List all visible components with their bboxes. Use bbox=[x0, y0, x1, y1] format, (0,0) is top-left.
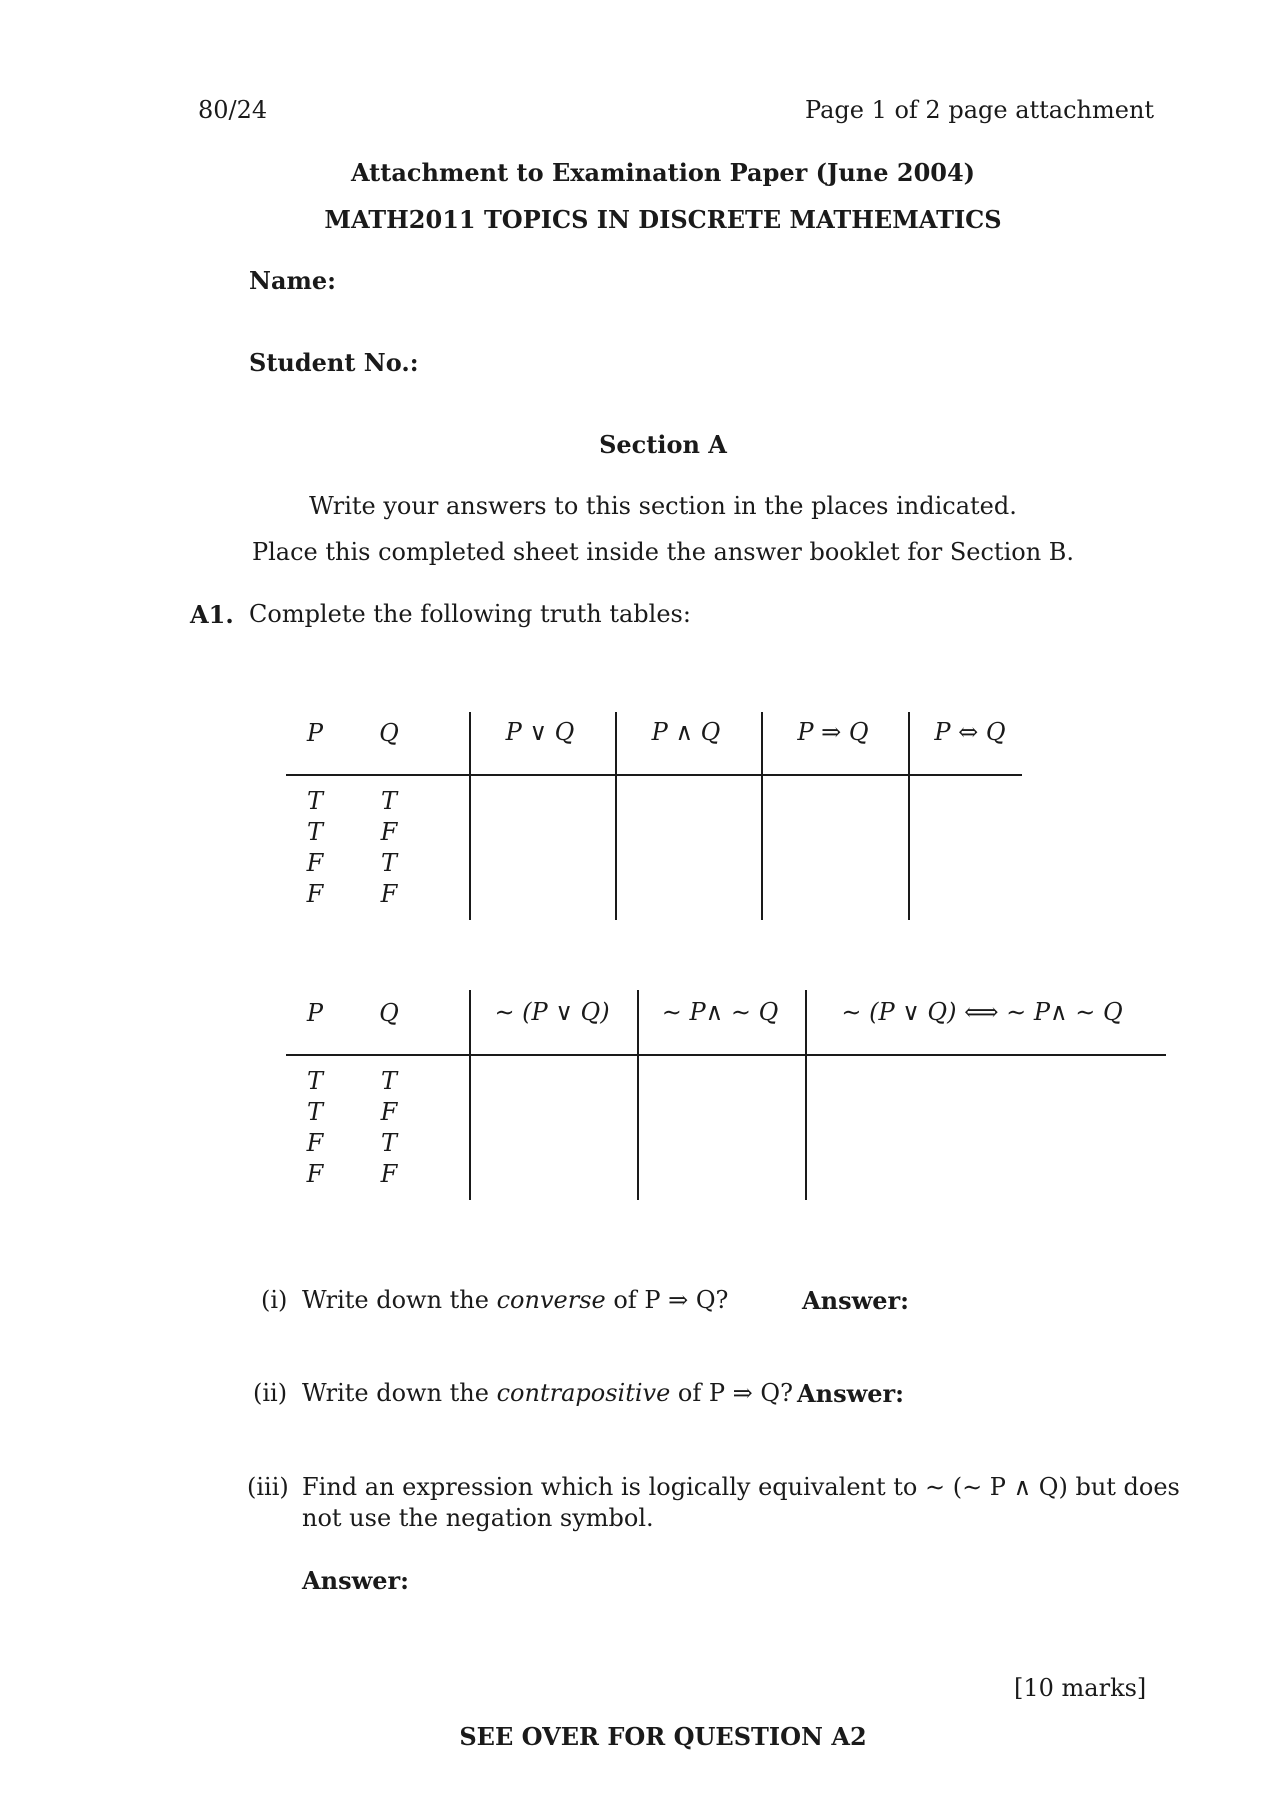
subquestion-ii-pre: Write down the bbox=[302, 1379, 489, 1407]
section-instruction-2: Place this completed sheet inside the answer booklet for Section B. bbox=[251, 538, 1075, 566]
table-row-q: T bbox=[380, 849, 397, 877]
table-row-p: T bbox=[306, 818, 323, 846]
table2-header-equivalence: ∼ (P ∨ Q) ⟺ ∼ P∧ ∼ Q bbox=[841, 998, 1123, 1026]
answer-label-i: Answer: bbox=[802, 1286, 910, 1315]
table1-header-p: P bbox=[306, 719, 324, 747]
subquestion-ii bbox=[302, 1379, 793, 1407]
table-row-q: F bbox=[380, 880, 398, 908]
answer-label-ii: Answer: bbox=[797, 1379, 905, 1408]
subquestion-i-term: converse bbox=[496, 1286, 606, 1314]
answer-label-iii: Answer: bbox=[302, 1566, 410, 1595]
marks-label: [10 marks] bbox=[1014, 1674, 1147, 1702]
subquestion-ii-number: (ii) bbox=[253, 1379, 288, 1407]
table-row-q: T bbox=[380, 1129, 397, 1157]
subquestion-iii-line-2: not use the negation symbol. bbox=[302, 1504, 654, 1532]
table1-header-and: P ∧ Q bbox=[651, 718, 721, 746]
table1-header-iff: P ⇔ Q bbox=[934, 718, 1006, 746]
table-row-p: T bbox=[306, 1098, 323, 1126]
subquestion-i-number: (i) bbox=[261, 1286, 288, 1314]
table2-divider-1 bbox=[469, 990, 471, 1200]
table2-header-not-and-not: ∼ P∧ ∼ Q bbox=[661, 998, 779, 1026]
table2-header-rule bbox=[286, 1054, 1166, 1056]
table-row-p: F bbox=[306, 849, 324, 877]
section-instruction-1: Write your answers to this section in the places indicated. bbox=[309, 492, 1017, 520]
subquestion-iii-number: (iii) bbox=[247, 1473, 289, 1501]
table-row-p: T bbox=[306, 1067, 323, 1095]
subquestion-ii-term: contrapositive bbox=[496, 1379, 671, 1407]
table2-header-q: Q bbox=[379, 999, 399, 1027]
page-indicator: Page 1 of 2 page attachment bbox=[805, 96, 1155, 124]
table2-divider-2 bbox=[637, 990, 639, 1200]
table1-header-or: P ∨ Q bbox=[505, 718, 575, 746]
see-over-note: SEE OVER FOR QUESTION A2 bbox=[459, 1722, 867, 1751]
table-row-q: F bbox=[380, 1098, 398, 1126]
table-row-p: F bbox=[306, 880, 324, 908]
table1-header-implies: P ⇒ Q bbox=[797, 718, 869, 746]
course-title: MATH2011 TOPICS IN DISCRETE MATHEMATICS bbox=[324, 205, 1002, 234]
table2-header-p: P bbox=[306, 999, 324, 1027]
table2-divider-3 bbox=[805, 990, 807, 1200]
subquestion-ii-post: of P ⇒ Q? bbox=[677, 1379, 793, 1407]
subquestion-i bbox=[302, 1286, 728, 1314]
subquestion-i-post: of P ⇒ Q? bbox=[613, 1286, 729, 1314]
table1-header-q: Q bbox=[379, 719, 399, 747]
table1-header-rule bbox=[286, 774, 1022, 776]
table-row-p: F bbox=[306, 1160, 324, 1188]
question-text: Complete the following truth tables: bbox=[249, 600, 691, 628]
table-row-p: F bbox=[306, 1129, 324, 1157]
subquestion-iii-line-1: Find an expression which is logically equivalent to ∼ (∼ P ∧ Q) but does bbox=[302, 1473, 1180, 1501]
student-number-label: Student No.: bbox=[249, 348, 419, 377]
subquestion-i-pre: Write down the bbox=[302, 1286, 489, 1314]
table1-divider-4 bbox=[908, 712, 910, 920]
paper-title: Attachment to Examination Paper (June 2004) bbox=[350, 158, 976, 187]
table-row-q: F bbox=[380, 1160, 398, 1188]
table-row-q: F bbox=[380, 818, 398, 846]
table1-divider-2 bbox=[615, 712, 617, 920]
name-label: Name: bbox=[249, 266, 337, 295]
table-row-q: T bbox=[380, 1067, 397, 1095]
table2-header-not-or: ∼ (P ∨ Q) bbox=[494, 998, 610, 1026]
page-code: 80/24 bbox=[198, 96, 268, 124]
table1-divider-1 bbox=[469, 712, 471, 920]
table1-divider-3 bbox=[761, 712, 763, 920]
question-number: A1. bbox=[190, 600, 234, 629]
table-row-q: T bbox=[380, 787, 397, 815]
section-title: Section A bbox=[599, 430, 727, 459]
table-row-p: T bbox=[306, 787, 323, 815]
